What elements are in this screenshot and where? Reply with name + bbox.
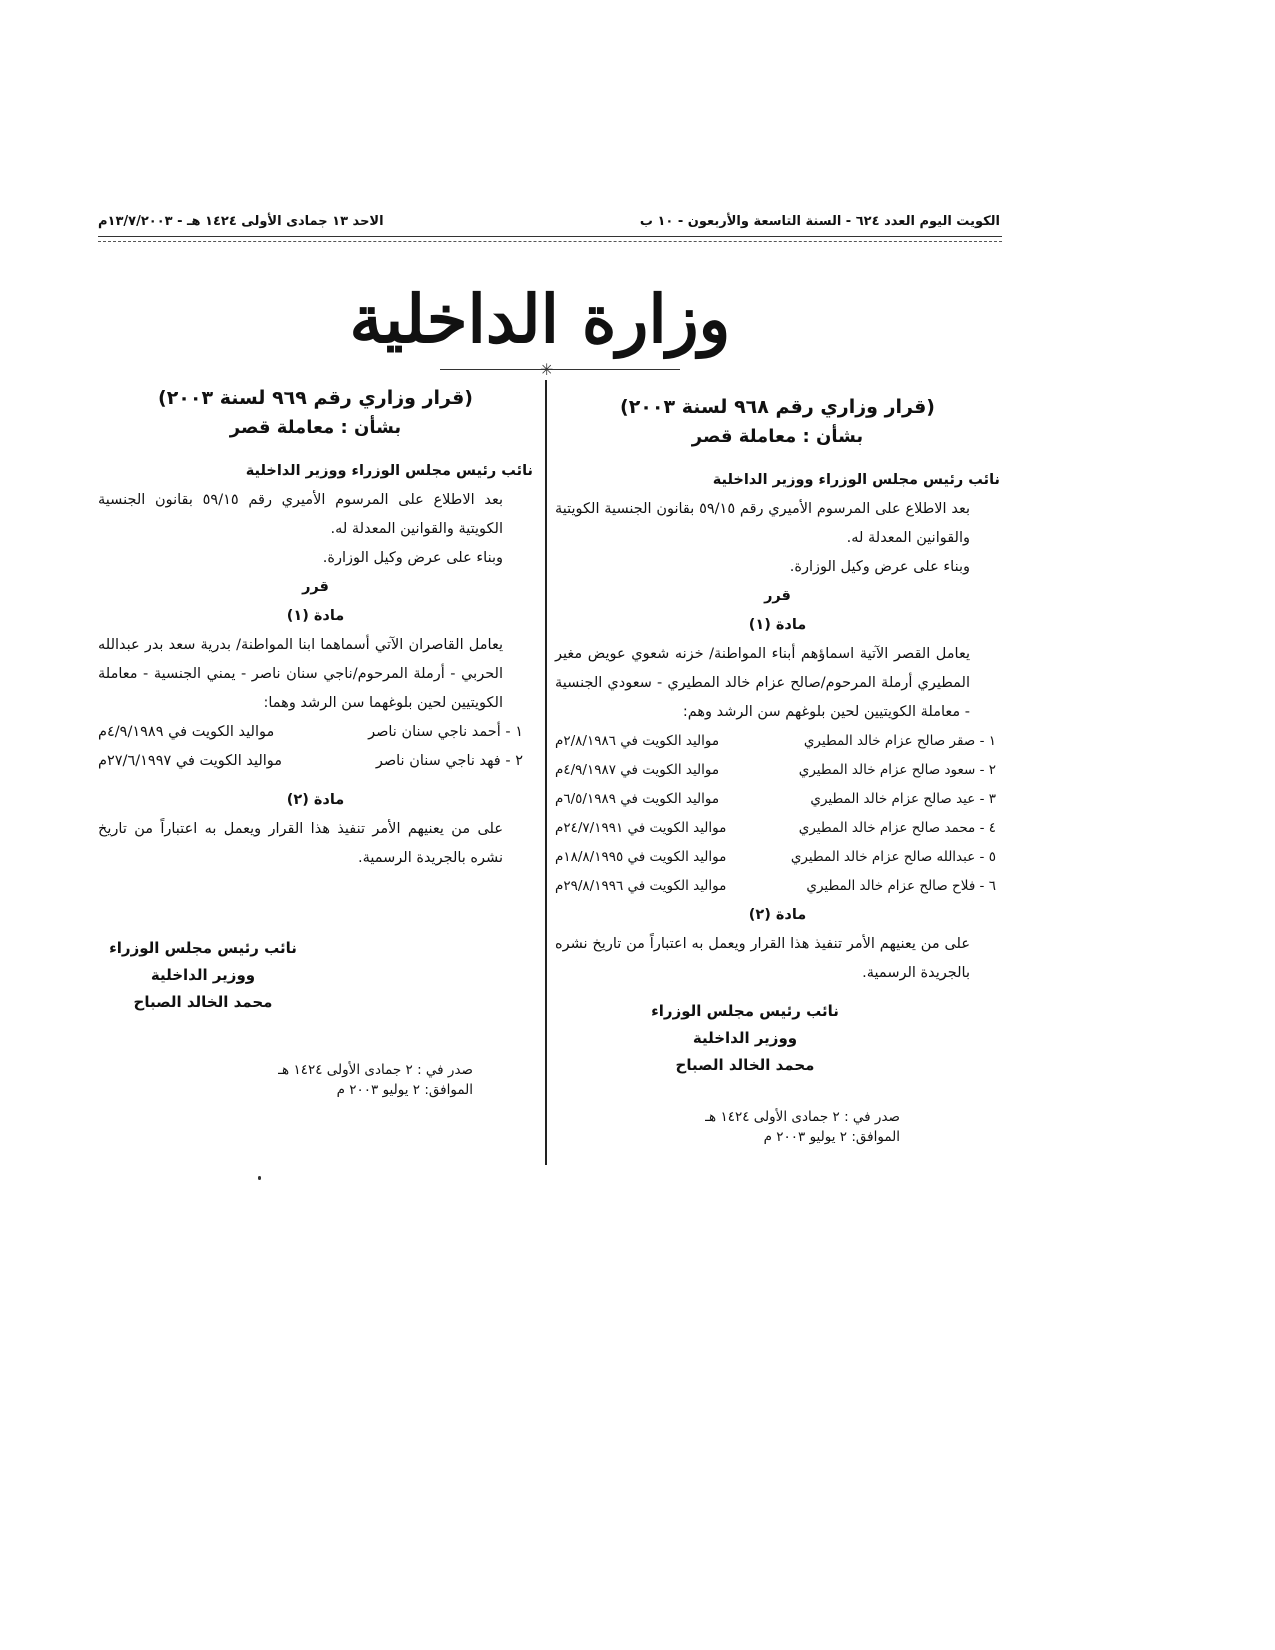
decision-969 xyxy=(98,383,533,1100)
article-1-title: مادة (١) xyxy=(286,608,345,624)
child-name: ١ - صقر صالح عزام خالد المطيري xyxy=(803,733,996,749)
child-name: ٣ - عيد صالح عزام خالد المطيري xyxy=(810,791,996,807)
decision-subject: بشأن : معاملة قصر xyxy=(691,426,864,447)
article-2-text: على من يعنيهم الأمر تنفيذ هذا القرار ويعمل به اعتباراً من تاريخ نشره بالجريدة الرسمية. xyxy=(98,821,503,866)
child-name: ٦ - فلاح صالح عزام خالد المطيري xyxy=(806,878,996,894)
child-birth: مواليد الكويت في ٦/٥/١٩٨٩م xyxy=(555,791,720,807)
signature-title: نائب رئيس مجلس الوزراء xyxy=(109,939,297,957)
preamble-proposal: وبناء على عرض وكيل الوزارة. xyxy=(789,559,970,575)
preamble-decree: بعد الاطلاع على المرسوم الأميري رقم ٥٩/١٥ بقانون الجنسية الكويتية والقوانين المعدلة له. xyxy=(555,501,970,546)
gazette-header-date: الاحد ١٣ جمادى الأولى ١٤٢٤ هـ - ١٣/٧/٢٠٠٣م xyxy=(98,214,384,229)
signature-name: محمد الخالد الصباح xyxy=(675,1056,815,1074)
list-item xyxy=(98,718,533,747)
child-birth: مواليد الكويت في ١٨/٨/١٩٩٥م xyxy=(555,849,727,865)
child-birth: مواليد الكويت في ٢/٨/١٩٨٦م xyxy=(555,733,720,749)
child-birth: مواليد الكويت في ٤/٩/١٩٨٩م xyxy=(98,724,275,740)
issued-hijri: صدر في : ٢ جمادى الأولى ١٤٢٤ هـ xyxy=(705,1109,900,1125)
decision-author: نائب رئيس مجلس الوزراء ووزير الداخلية xyxy=(712,472,1000,488)
child-name: ١ - أحمد ناجي سنان ناصر xyxy=(368,724,523,740)
child-name: ٢ - فهد ناجي سنان ناصر xyxy=(375,753,523,769)
article-1-text: يعامل القصر الآتية اسماؤهم أبناء المواطنة/ خزنه شعوي عويض مغير المطيري أرملة المرحوم/صالح عزام خالد المطيري - سعودي الجنسية - معاملة الكويتيين لحين بلوغهم سن الرشد وهم: xyxy=(555,646,970,720)
article-2-text: على من يعنيهم الأمر تنفيذ هذا القرار ويعمل به اعتباراً من تاريخ نشره بالجريدة الرسمية. xyxy=(555,936,970,981)
decision-968 xyxy=(555,392,1000,1147)
column-divider xyxy=(545,380,547,1165)
decision-title: (قرار وزاري رقم ٩٦٨ لسنة ٢٠٠٣) xyxy=(620,396,935,418)
issue-date-block xyxy=(98,1060,473,1100)
article-1-title: مادة (١) xyxy=(748,617,807,633)
children-list xyxy=(555,727,1000,901)
scan-speck xyxy=(258,1176,261,1180)
signature-ministry: ووزير الداخلية xyxy=(692,1029,798,1047)
list-item xyxy=(555,843,1000,872)
signature-title: نائب رئيس مجلس الوزراء xyxy=(651,1002,839,1020)
decision-subject: بشأن : معاملة قصر xyxy=(229,417,402,438)
issued-gregorian: الموافق: ٢ يوليو ٢٠٠٣ م xyxy=(336,1082,473,1098)
article-2-title: مادة (٢) xyxy=(748,907,807,923)
child-birth: مواليد الكويت في ٤/٩/١٩٨٧م xyxy=(555,762,720,778)
child-birth: مواليد الكويت في ٢٤/٧/١٩٩١م xyxy=(555,820,727,836)
list-item xyxy=(98,747,533,776)
list-item xyxy=(555,872,1000,901)
issue-date-block xyxy=(555,1107,900,1147)
child-birth: مواليد الكويت في ٢٧/٦/١٩٩٧م xyxy=(98,753,283,769)
preamble-decree: بعد الاطلاع على المرسوم الأميري رقم ٥٩/١٥ بقانون الجنسية الكويتية والقوانين المعدلة له. xyxy=(98,492,503,537)
article-2-title: مادة (٢) xyxy=(286,792,345,808)
child-name: ٢ - سعود صالح عزام خالد المطيري xyxy=(798,762,996,778)
list-item xyxy=(555,756,1000,785)
signature-block xyxy=(98,935,308,1016)
decided-heading: قرر xyxy=(764,588,791,604)
signature-block xyxy=(640,998,850,1079)
title-ornament-line xyxy=(440,369,680,370)
list-item xyxy=(555,727,1000,756)
decision-author: نائب رئيس مجلس الوزراء ووزير الداخلية xyxy=(245,463,533,479)
child-name: ٥ - عبدالله صالح عزام خالد المطيري xyxy=(790,849,996,865)
star-ornament-icon: ✳ xyxy=(540,360,554,379)
issued-gregorian: الموافق: ٢ يوليو ٢٠٠٣ م xyxy=(763,1129,900,1145)
child-birth: مواليد الكويت في ٢٩/٨/١٩٩٦م xyxy=(555,878,727,894)
gazette-header-issue: الكويت اليوم العدد ٦٢٤ - السنة التاسعة والأربعون - ١٠ ب xyxy=(639,214,1000,229)
header-rule xyxy=(98,236,1002,237)
children-list xyxy=(98,718,533,776)
signature-ministry: ووزير الداخلية xyxy=(150,966,256,984)
signature-name: محمد الخالد الصباح xyxy=(133,993,273,1011)
preamble-proposal: وبناء على عرض وكيل الوزارة. xyxy=(322,550,503,566)
issued-hijri: صدر في : ٢ جمادى الأولى ١٤٢٤ هـ xyxy=(278,1062,473,1078)
decision-title: (قرار وزاري رقم ٩٦٩ لسنة ٢٠٠٣) xyxy=(158,387,473,409)
child-name: ٤ - محمد صالح عزام خالد المطيري xyxy=(798,820,996,836)
decided-heading: قرر xyxy=(302,579,329,595)
header-rule-dashed xyxy=(98,241,1002,242)
article-1-text: يعامل القاصران الآتي أسماهما ابنا المواطنة/ بدرية سعد بدر عبدالله الحربي - أرملة المرحوم/ناجي سنان ناصر - يمني الجنسية - معاملة الكويتيين لحين بلوغهما سن الرشد وهما: xyxy=(98,637,503,711)
list-item xyxy=(555,785,1000,814)
ministry-title: وزارة الداخلية xyxy=(349,280,731,358)
list-item xyxy=(555,814,1000,843)
